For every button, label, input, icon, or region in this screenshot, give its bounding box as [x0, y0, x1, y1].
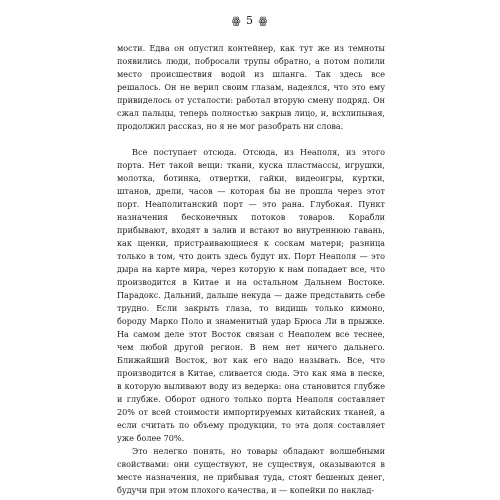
right-ornament-icon: ꙮ — [258, 16, 269, 27]
body-text — [117, 42, 385, 497]
paragraph-goods: Это нелегко понять, но товары обладают волшебными свойствами: они существуют, не существуя, оказываются в месте назначения, не прибывая туда, стоят бешеных денег, будучи при этом плохого качества, и — копейки по наклад- — [117, 446, 385, 495]
page-header — [0, 14, 500, 29]
left-ornament-icon: ꙮ — [231, 16, 242, 27]
paragraph-port: Все поступает отсюда. Отсюда, из Неаполя, из этого порта. Нет такой вещи: ткани, куска пластмассы, игрушки, молотка, ботинка, отвертки, гайки, видеоигры, куртки, штанов, дрели, часов — которая бы не прошла через этот порт. Неаполитанский порт — это рана. Глубокая. Пункт назначения бесконечных потоков товаров. Корабли прибывают, входят в залив и встают во внутреннюю гавань, как щенки, пристраивающиеся к соскам матери; разница только в том, что доить здесь будут их. Порт Неаполя — это дыра на карте мира, через которую к нам попадает все, что производится в Китае и на остальном Дальнем Востоке. Парадокс. Дальний, дальше некуда — даже представить себе трудно. Если закрыть глаза, то видишь только кимоно, бороду Марко Поло и знаменитый удар Брюса Ли в прыжке. На самом деле этот Восток связан с Неаполем все теснее, чем любой другой регион. В нем нет ничего дальнего. Ближайший Восток, вот как его надо называть. Все, что производится в Китае, сливается сюда. Это как яма в песке, в которую выливают воду из ведерка: она становится глубже и глубже. Оборот одного только порта Неаполя составляет 20% от всей стоимости импортируемых китайских тканей, а если считать по объему продукции, то эта доля составляет уже более 70%. — [117, 147, 385, 443]
page-number: 5 — [246, 14, 254, 27]
paragraph-continued: мости. Едва он опустил контейнер, как тут же из темноты появились люди, побросали трупы обратно, а потом полили место происшествия водой из шланга. Так здесь все решалось. Он не верил своим глазам, надеялся, что это ему привиделось от усталости: работал вторую смену подряд. Он сжал пальцы, теперь полностью закрыв лицо, и, всхлипывая, продолжил рассказ, но я не мог разобрать ни слова. — [117, 43, 385, 131]
